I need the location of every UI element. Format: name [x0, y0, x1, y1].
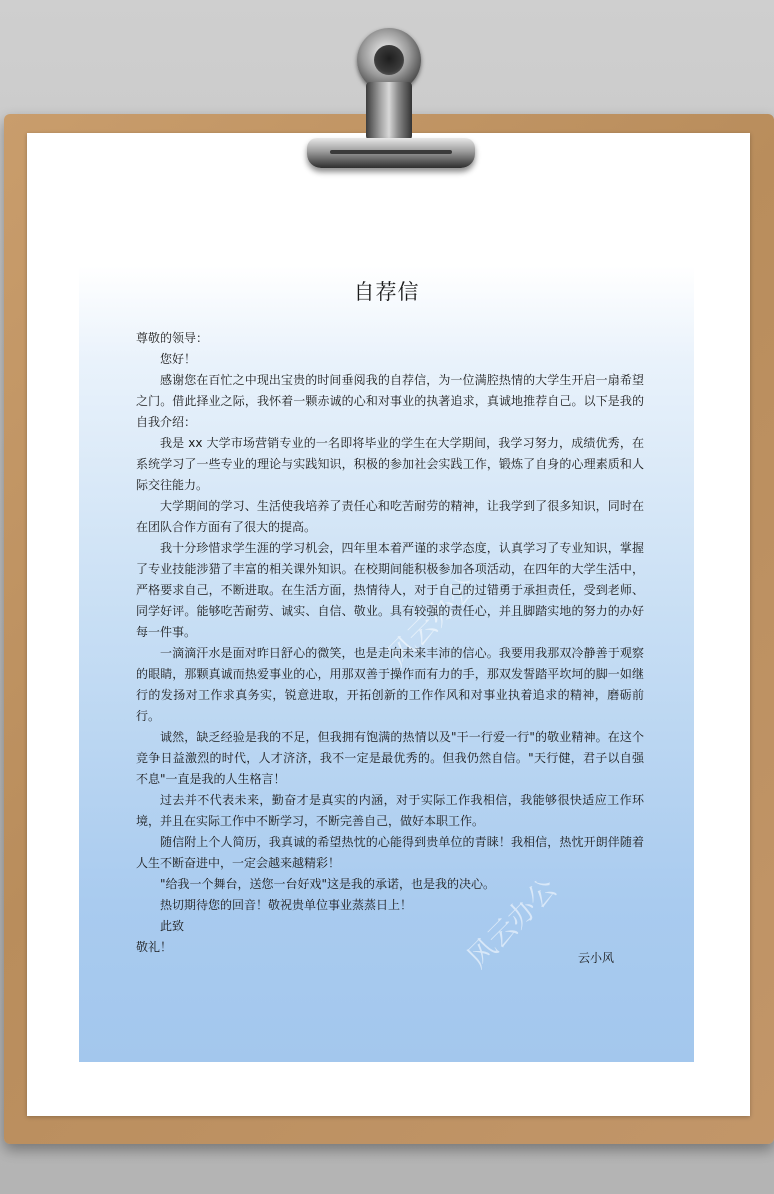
watermark: 风云办公 — [380, 569, 484, 673]
clip-slot — [330, 150, 452, 154]
salutation: 尊敬的领导： — [136, 331, 209, 345]
paragraph: 我是 xx 大学市场营销专业的一名即将毕业的学生在大学期间，我学习努力，成绩优秀，在系统学习了一些专业的理论与实践知识，积极的参加社会实践工作，锻炼了自身的心理素质和人际交往能力。 — [136, 436, 644, 492]
letter-title: 自荐信 — [353, 280, 420, 304]
clip-neck — [366, 82, 412, 140]
paragraph: 我十分珍惜求学生涯的学习机会，四年里本着严谨的求学态度，认真学习了专业知识，掌握了专业技能涉猎了丰富的相关课外知识。在校期间能积极参加各项活动，在四年的大学生活中，严格要求自己，不断进取。在生活方面，热情待人，对于自己的过错勇于承担责任，受到老师、同学好评。能够吃苦耐劳、诚实、自信、敬业。具有较强的责任心，并且脚踏实地的努力的办好每一件事。 — [136, 541, 644, 639]
signature: 云小风 — [578, 951, 615, 965]
clip-ring-hole — [374, 45, 404, 75]
paragraph: 热切期待您的回音！敬祝贵单位事业蒸蒸日上！ — [160, 898, 413, 912]
paragraph: 过去并不代表未来，勤奋才是真实的内涵，对于实际工作我相信，我能够很快适应工作环境，并且在实际工作中不断学习，不断完善自己，做好本职工作。 — [136, 793, 644, 828]
paragraph: 一滴滴汗水是面对昨日舒心的微笑，也是走向未来丰沛的信心。我要用我那双冷静善于观察的眼睛，那颗真诚而热爱事业的心，用那双善于操作而有力的手，那双发誓踏平坎坷的脚一如继行的发扬对工作求真务实，锐意进取，开拓创新的工作作风和对事业执着追求的精神，磨砺前行。 — [136, 646, 644, 723]
letter-body — [136, 328, 644, 958]
regards: 敬礼！ — [136, 940, 173, 954]
closing: 此致 — [160, 919, 185, 933]
paragraph: 随信附上个人简历，我真诚的希望热忱的心能得到贵单位的青睐！我相信，热忱开朗伴随着人生不断奋进中，一定会越来越精彩！ — [136, 835, 644, 870]
paragraph: "给我一个舞台，送您一台好戏"这是我的承诺，也是我的决心。 — [160, 877, 496, 891]
greeting: 您好！ — [160, 352, 197, 366]
paragraph: 诚然，缺乏经验是我的不足，但我拥有饱满的热情以及"干一行爱一行"的敬业精神。在这个竞争日益激烈的时代，人才济济，我不一定是最优秀的。但我仍然自信。"天行健，君子以自强不息"一直是我的人生格言！ — [136, 730, 644, 786]
watermark: 风云办公 — [460, 871, 564, 975]
paragraph: 大学期间的学习、生活使我培养了责任心和吃苦耐劳的精神，让我学到了很多知识，同时在在团队合作方面有了很大的提高。 — [136, 499, 644, 534]
paragraph: 感谢您在百忙之中现出宝贵的时间垂阅我的自荐信，为一位满腔热情的大学生开启一扇希望之门。借此择业之际，我怀着一颗赤诚的心和对事业的执著追求，真诚地推荐自己。以下是我的自我介绍： — [136, 373, 644, 429]
